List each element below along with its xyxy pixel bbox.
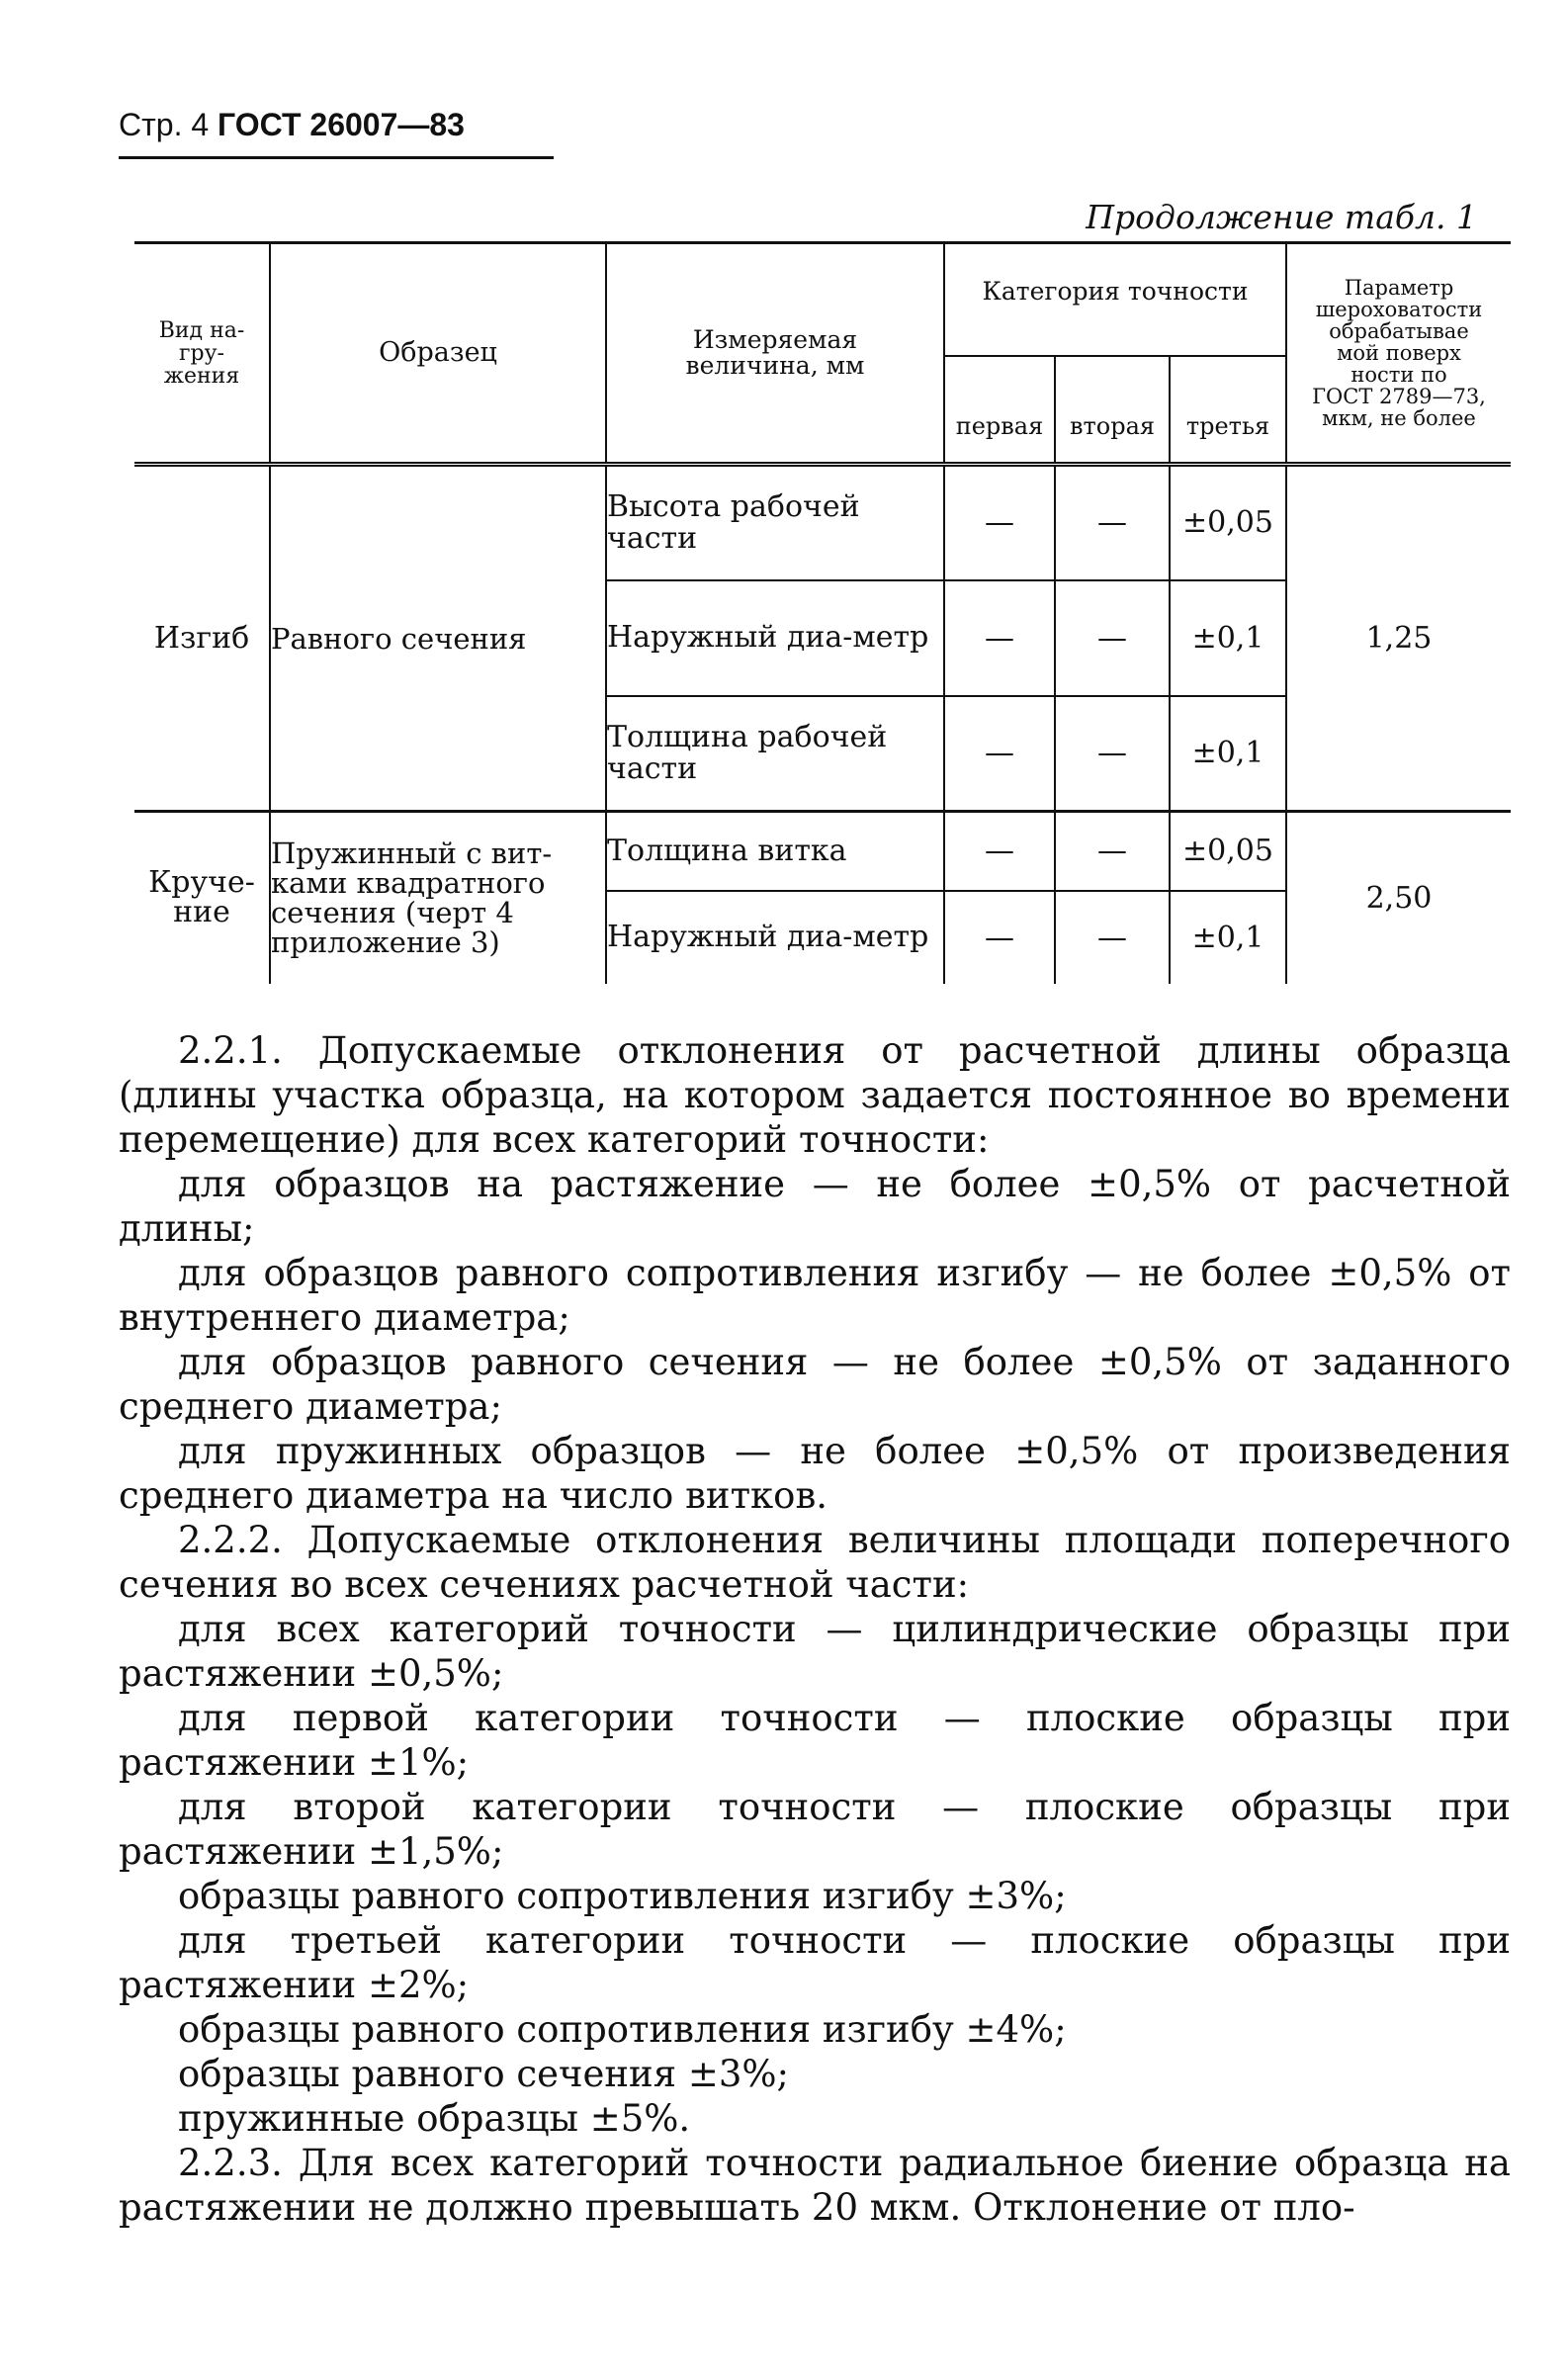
paragraph: 2.2.1. Допускаемые отклонения от расчетной длины образца (длины участка образца, на котором задается постоянное во времени перемещение) для всех категорий точности: [119, 1029, 1511, 1161]
paragraph: для образцов на растяжение — не более ±0,5% от расчетной длины; [119, 1163, 1511, 1250]
measured-cell: Высота рабочей части [606, 465, 944, 580]
second-cat-cell: — [1055, 580, 1170, 696]
table-row [134, 465, 1511, 580]
first-cat-cell: — [944, 696, 1055, 812]
roughness-cell: 2,50 [1286, 812, 1511, 984]
paragraph: для третьей категории точности — плоские образцы при растяжении ±2%; [119, 1919, 1511, 2006]
table-row [134, 812, 1511, 891]
header-second: вторая [1055, 356, 1170, 465]
paragraph: для первой категории точности — плоские образцы при растяжении ±1%; [119, 1697, 1511, 1784]
second-cat-cell: — [1055, 812, 1170, 891]
load-type-cell: Круче- ние [134, 812, 270, 984]
header-sample: Образец [270, 243, 606, 465]
roughness-cell: 1,25 [1286, 465, 1511, 812]
third-cat-cell: ±0,1 [1170, 580, 1286, 696]
paragraph: для второй категории точности — плоские образцы при растяжении ±1,5%; [119, 1786, 1511, 1873]
third-cat-cell: ±0,1 [1170, 891, 1286, 984]
paragraph: 2.2.3. Для всех категорий точности радиальное биение образца на растяжении не должно превышать 20 мкм. Отклонение от пло- [119, 2142, 1511, 2229]
paragraph: образцы равного сечения ±3%; [178, 2053, 789, 2095]
page-header [119, 107, 465, 143]
paragraph: для образцов равного сечения — не более ±0,5% от заданного среднего диаметра; [119, 1341, 1511, 1428]
body-text [119, 1028, 1511, 2230]
measured-cell: Наружный диа-метр [606, 580, 944, 696]
paragraph: образцы равного сопротивления изгибу ±3%; [178, 1875, 1067, 1917]
third-cat-cell: ±0,1 [1170, 696, 1286, 812]
paragraph: пружинные образцы ±5%. [178, 2097, 691, 2140]
specimen-tolerance-table [134, 241, 1511, 984]
header-rule [119, 156, 554, 159]
header-first: первая [944, 356, 1055, 465]
measured-cell: Толщина витка [606, 812, 944, 891]
third-cat-cell: ±0,05 [1170, 465, 1286, 580]
page-number: Стр. 4 [119, 107, 210, 142]
paragraph: для пружинных образцов — не более ±0,5% от произведения среднего диаметра на число витков. [119, 1430, 1511, 1517]
header-accuracy-category: Категория точности [944, 243, 1286, 356]
paragraph: 2.2.2. Допускаемые отклонения величины площади поперечного сечения во всех сечениях расчетной части: [119, 1519, 1511, 1606]
header-third: третья [1170, 356, 1286, 465]
second-cat-cell: — [1055, 891, 1170, 984]
table-continuation-label: Продолжение табл. 1 [1086, 198, 1477, 236]
load-type-cell: Изгиб [134, 465, 270, 812]
paragraph: образцы равного сопротивления изгибу ±4%; [178, 2008, 1067, 2051]
first-cat-cell: — [944, 465, 1055, 580]
header-measured: Измеряемая величина, мм [606, 243, 944, 465]
paragraph: для всех категорий точности — цилиндрические образцы при растяжении ±0,5%; [119, 1608, 1511, 1695]
first-cat-cell: — [944, 812, 1055, 891]
measured-cell: Наружный диа-метр [606, 891, 944, 984]
standard-number: ГОСТ 26007—83 [218, 107, 465, 142]
second-cat-cell: — [1055, 465, 1170, 580]
sample-cell: Равного сечения [270, 465, 606, 812]
first-cat-cell: — [944, 891, 1055, 984]
third-cat-cell: ±0,05 [1170, 812, 1286, 891]
first-cat-cell: — [944, 580, 1055, 696]
paragraph: для образцов равного сопротивления изгибу — не более ±0,5% от внутреннего диаметра; [119, 1252, 1511, 1339]
header-roughness: Параметр шероховатости обрабатывае мой поверх ности по ГОСТ 2789—73, мкм, не более [1286, 243, 1511, 465]
header-load-type: Вид на- гру- жения [134, 243, 270, 465]
measured-cell: Толщина рабочей части [606, 696, 944, 812]
sample-cell: Пружинный с вит-ками квадратного сечения (черт 4 приложение 3) [270, 812, 606, 984]
second-cat-cell: — [1055, 696, 1170, 812]
